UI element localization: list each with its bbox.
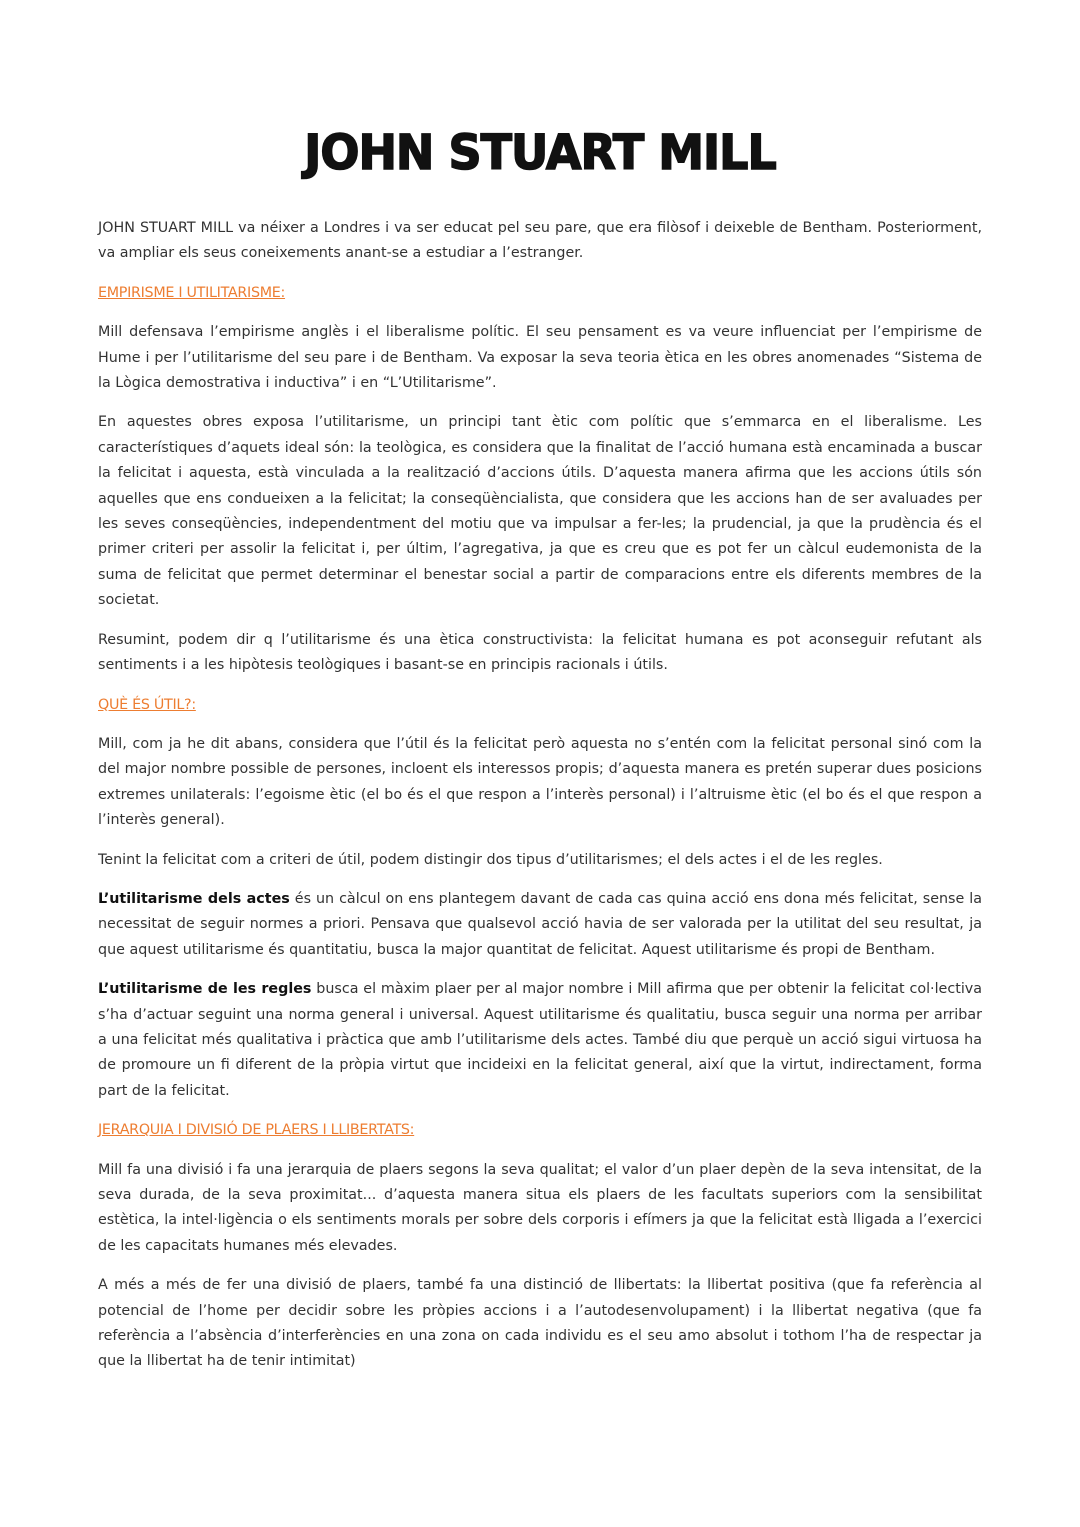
util-actes-text: és un càlcul on ens plantegem davant de cada cas quina acció ens dona més felicitat, sense la necessitat de seguir normes a priori. Pensava que qualsevol acció havia de ser valorada per la utilitat del seu resultat, ja que aquest utilitarisme és quantitatiu, busca la major quantitat de felicitat. Aquest utilitarisme és propi de Bentham.: [98, 890, 983, 958]
empirisme-paragraph-1: Mill defensava l’empirisme anglès i el liberalisme polític. El seu pensament es va veure influenciat per l’empirisme de Hume i per l’utilitarisme del seu pare i de Bentham. Va exposar la seva teoria ètica en les obres anomenades “Sistema de la Lògica demostrativa i inductiva” i en “L’Utilitarisme”.: [98, 324, 982, 392]
term-utilitarisme-actes: L’utilitarisme dels actes: [98, 890, 290, 907]
jerarquia-paragraph-2: A més a més de fer una divisió de plaers, també fa una distinció de llibertats: la llibertat positiva (que fa referència al potencial de l’home per decidir sobre les pròpies accions i a l’autodesenvolupament) i la llibertat negativa (que fa referència a l’absència d’interferències en una zona on cada individu es el seu amo absolut i tothom l’ha de respectar ja que la llibertat ha de tenir intimitat): [98, 1277, 982, 1370]
empirisme-paragraph-3: Resumint, podem dir q l’utilitarisme és una ètica constructivista: la felicitat humana es pot aconseguir refutant als sentiments i a les hipòtesis teològiques i basant-se en principis racionals i útils.: [98, 631, 982, 674]
jerarquia-paragraph-1: Mill fa una divisió i fa una jerarquia de plaers segons la seva qualitat; el valor d’un plaer depèn de la seva intensitat, de la seva durada, de la seva proximitat... d’aquesta manera situa els plaers de les facultats superiors com la sensibilitat estètica, la intel·ligència o els sentiments morals per sobre dels corporis i efímers ja que la felicitat està lligada a l’exercici de les capacitats humanes més elevades.: [98, 1161, 982, 1254]
intro-paragraph: JOHN STUART MILL va néixer a Londres i va ser educat pel seu pare, que era filòsof i deixeble de Bentham. Posteriorment, va ampliar els seus coneixements anant-se a estudiar a l’estranger.: [98, 220, 982, 262]
section-heading-empirisme: EMPIRISME I UTILITARISME:: [98, 284, 286, 301]
term-utilitarisme-regles: L’utilitarisme de les regles: [98, 981, 312, 998]
util-paragraph-regles: [98, 977, 982, 1104]
util-regles-text: busca el màxim plaer per al major nombre i Mill afirma que per obtenir la felicitat col·lectiva s’ha d’actuar seguint una norma general i universal. Aquest utilitarisme és qualitatiu, busca seguir una norma per arribar a una felicitat més qualitativa i pràctica que amb l’utilitarisme dels actes. També diu que perquè un acció sigui virtuosa ha de promoure un fi diferent de la pròpia virtut que incideixi en la felicitat general, així que la virtut, indirectament, forma part de la felicitat.: [98, 981, 983, 1099]
util-paragraph-actes: [98, 887, 982, 963]
section-heading-util: QUÈ ÉS ÚTIL?:: [98, 696, 196, 713]
document-page: [98, 118, 982, 1389]
section-heading-jerarquia: JERARQUIA I DIVISIÓ DE PLAERS I LLIBERTATS:: [98, 1122, 415, 1139]
util-paragraph-2: Tenint la felicitat com a criteri de útil, podem distingir dos tipus d’utilitarismes; el dels actes i el de les regles.: [98, 851, 883, 868]
page-title: JOHN STUART MILL: [304, 123, 776, 181]
empirisme-paragraph-2: En aquestes obres exposa l’utilitarisme, un principi tant ètic com polític que s’emmarca en el liberalisme. Les característiques d’aquets ideal són: la teològica, es considera que la finalitat de l’acció humana està encaminada a buscar la felicitat i aquesta, està vinculada a la realització d’accions útils. D’aquesta manera afirma que les accions útils són aquelles que ens condueixen a la felicitat; la conseqüèncialista, que considera que les accions han de ser avaluades per les seves conseqüències, independentment del motiu que va impulsar a fer-les; la prudencial, ja que la prudència és el primer criteri per assolir la felicitat i, per últim, l’agregativa, ja que es creu que es pot fer un càlcul eudemonista de la suma de felicitat que permet determinar el benestar social a partir de comparacions entre els diferents membres de la societat.: [98, 414, 982, 609]
util-paragraph-1: Mill, com ja he dit abans, considera que l’útil és la felicitat però aquesta no s’entén com la felicitat personal sinó com la del major nombre possible de persones, incloent els interessos propis; d’aquesta manera es pretén superar dues posicions extremes unilaterals: l’egoisme ètic (el bo és el que respon a l’interès personal) i l’altruisme ètic (el bo és el que respon a l’interès general).: [98, 735, 982, 829]
